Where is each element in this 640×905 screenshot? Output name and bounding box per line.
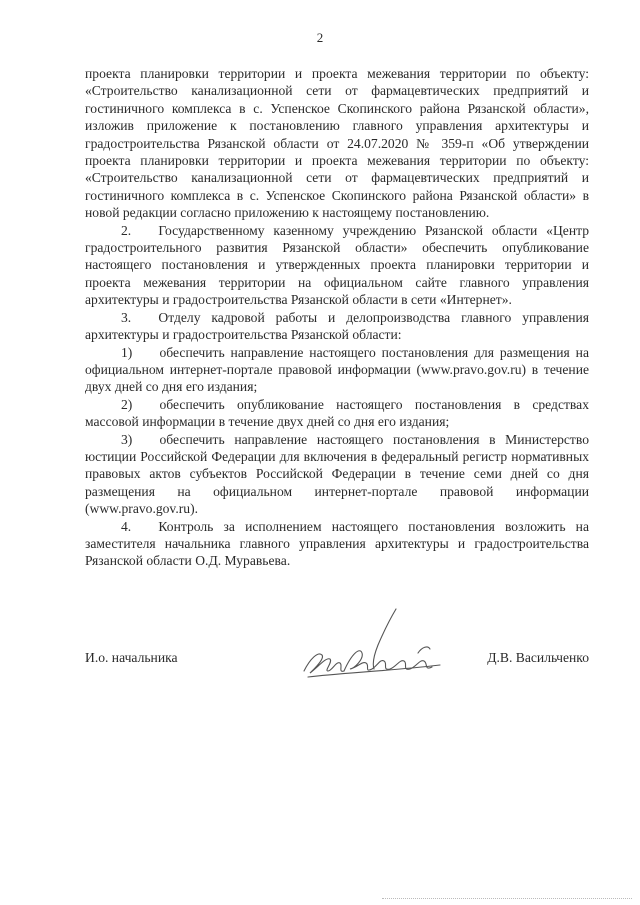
signature-block bbox=[85, 647, 589, 687]
page-number: 2 bbox=[316, 30, 324, 45]
handwritten-signature bbox=[300, 607, 460, 687]
signatory-title: И.о. начальника bbox=[85, 650, 178, 665]
paragraph-2: 2. Государственному казенному учреждению Рязанской области «Центр градостроительного развития Рязанской области» обеспечить опубликование настоящего постановления и утвержденных проекта планировки территории и проекта межевания территории на официальном сайте главного управления архитектуры и градостроительства Рязанской области в сети «Интернет». bbox=[85, 222, 589, 308]
paragraph-3: 3. Отделу кадровой работы и делопроизводства главного управления архитектуры и градостроительства Рязанской области: bbox=[85, 309, 589, 343]
document-body bbox=[85, 65, 589, 570]
paragraph-1-continued: проекта планировки территории и проекта межевания территории по объекту: «Строительство канализационной сети от фармацевтических предприятий и гостиничного комплекса в с. Успенское Скопинского района Рязанской области», изложив приложение к постановлению главного управления архитектуры и градостроительства Рязанской области от 24.07.2020 № 359-п «Об утверждении проекта планировки территории и проекта межевания территории по объекту: «Строительство канализационной сети от фармацевтических предприятий и гостиничного комплекса в с. Успенское Скопинского района Рязанской области» в новой редакции согласно приложению к настоящему постановлению. bbox=[85, 66, 589, 221]
subitem-3: 3) обеспечить направление настоящего постановления в Министерство юстиции Российской Федерации для включения в федеральный регистр нормативных правовых актов субъектов Российской Федерации в течение семи дней со дня размещения на официальном интернет-портале правовой информации (www.pravo.gov.ru). bbox=[85, 431, 589, 517]
subitem-1: 1) обеспечить направление настоящего постановления для размещения на официальном интернет-портале правовой информации (www.pravo.gov.ru) в течение двух дней со дня его издания; bbox=[85, 344, 589, 395]
paragraph-4: 4. Контроль за исполнением настоящего постановления возложить на заместителя начальника главного управления архитектуры и градостроительства Рязанской области О.Д. Муравьева. bbox=[85, 518, 589, 569]
scan-edge-mark bbox=[382, 898, 632, 899]
subitem-2: 2) обеспечить опубликование настоящего постановления в средствах массовой информации в течение двух дней со дня его издания; bbox=[85, 396, 589, 430]
signatory-name: Д.В. Васильченко bbox=[487, 650, 589, 665]
